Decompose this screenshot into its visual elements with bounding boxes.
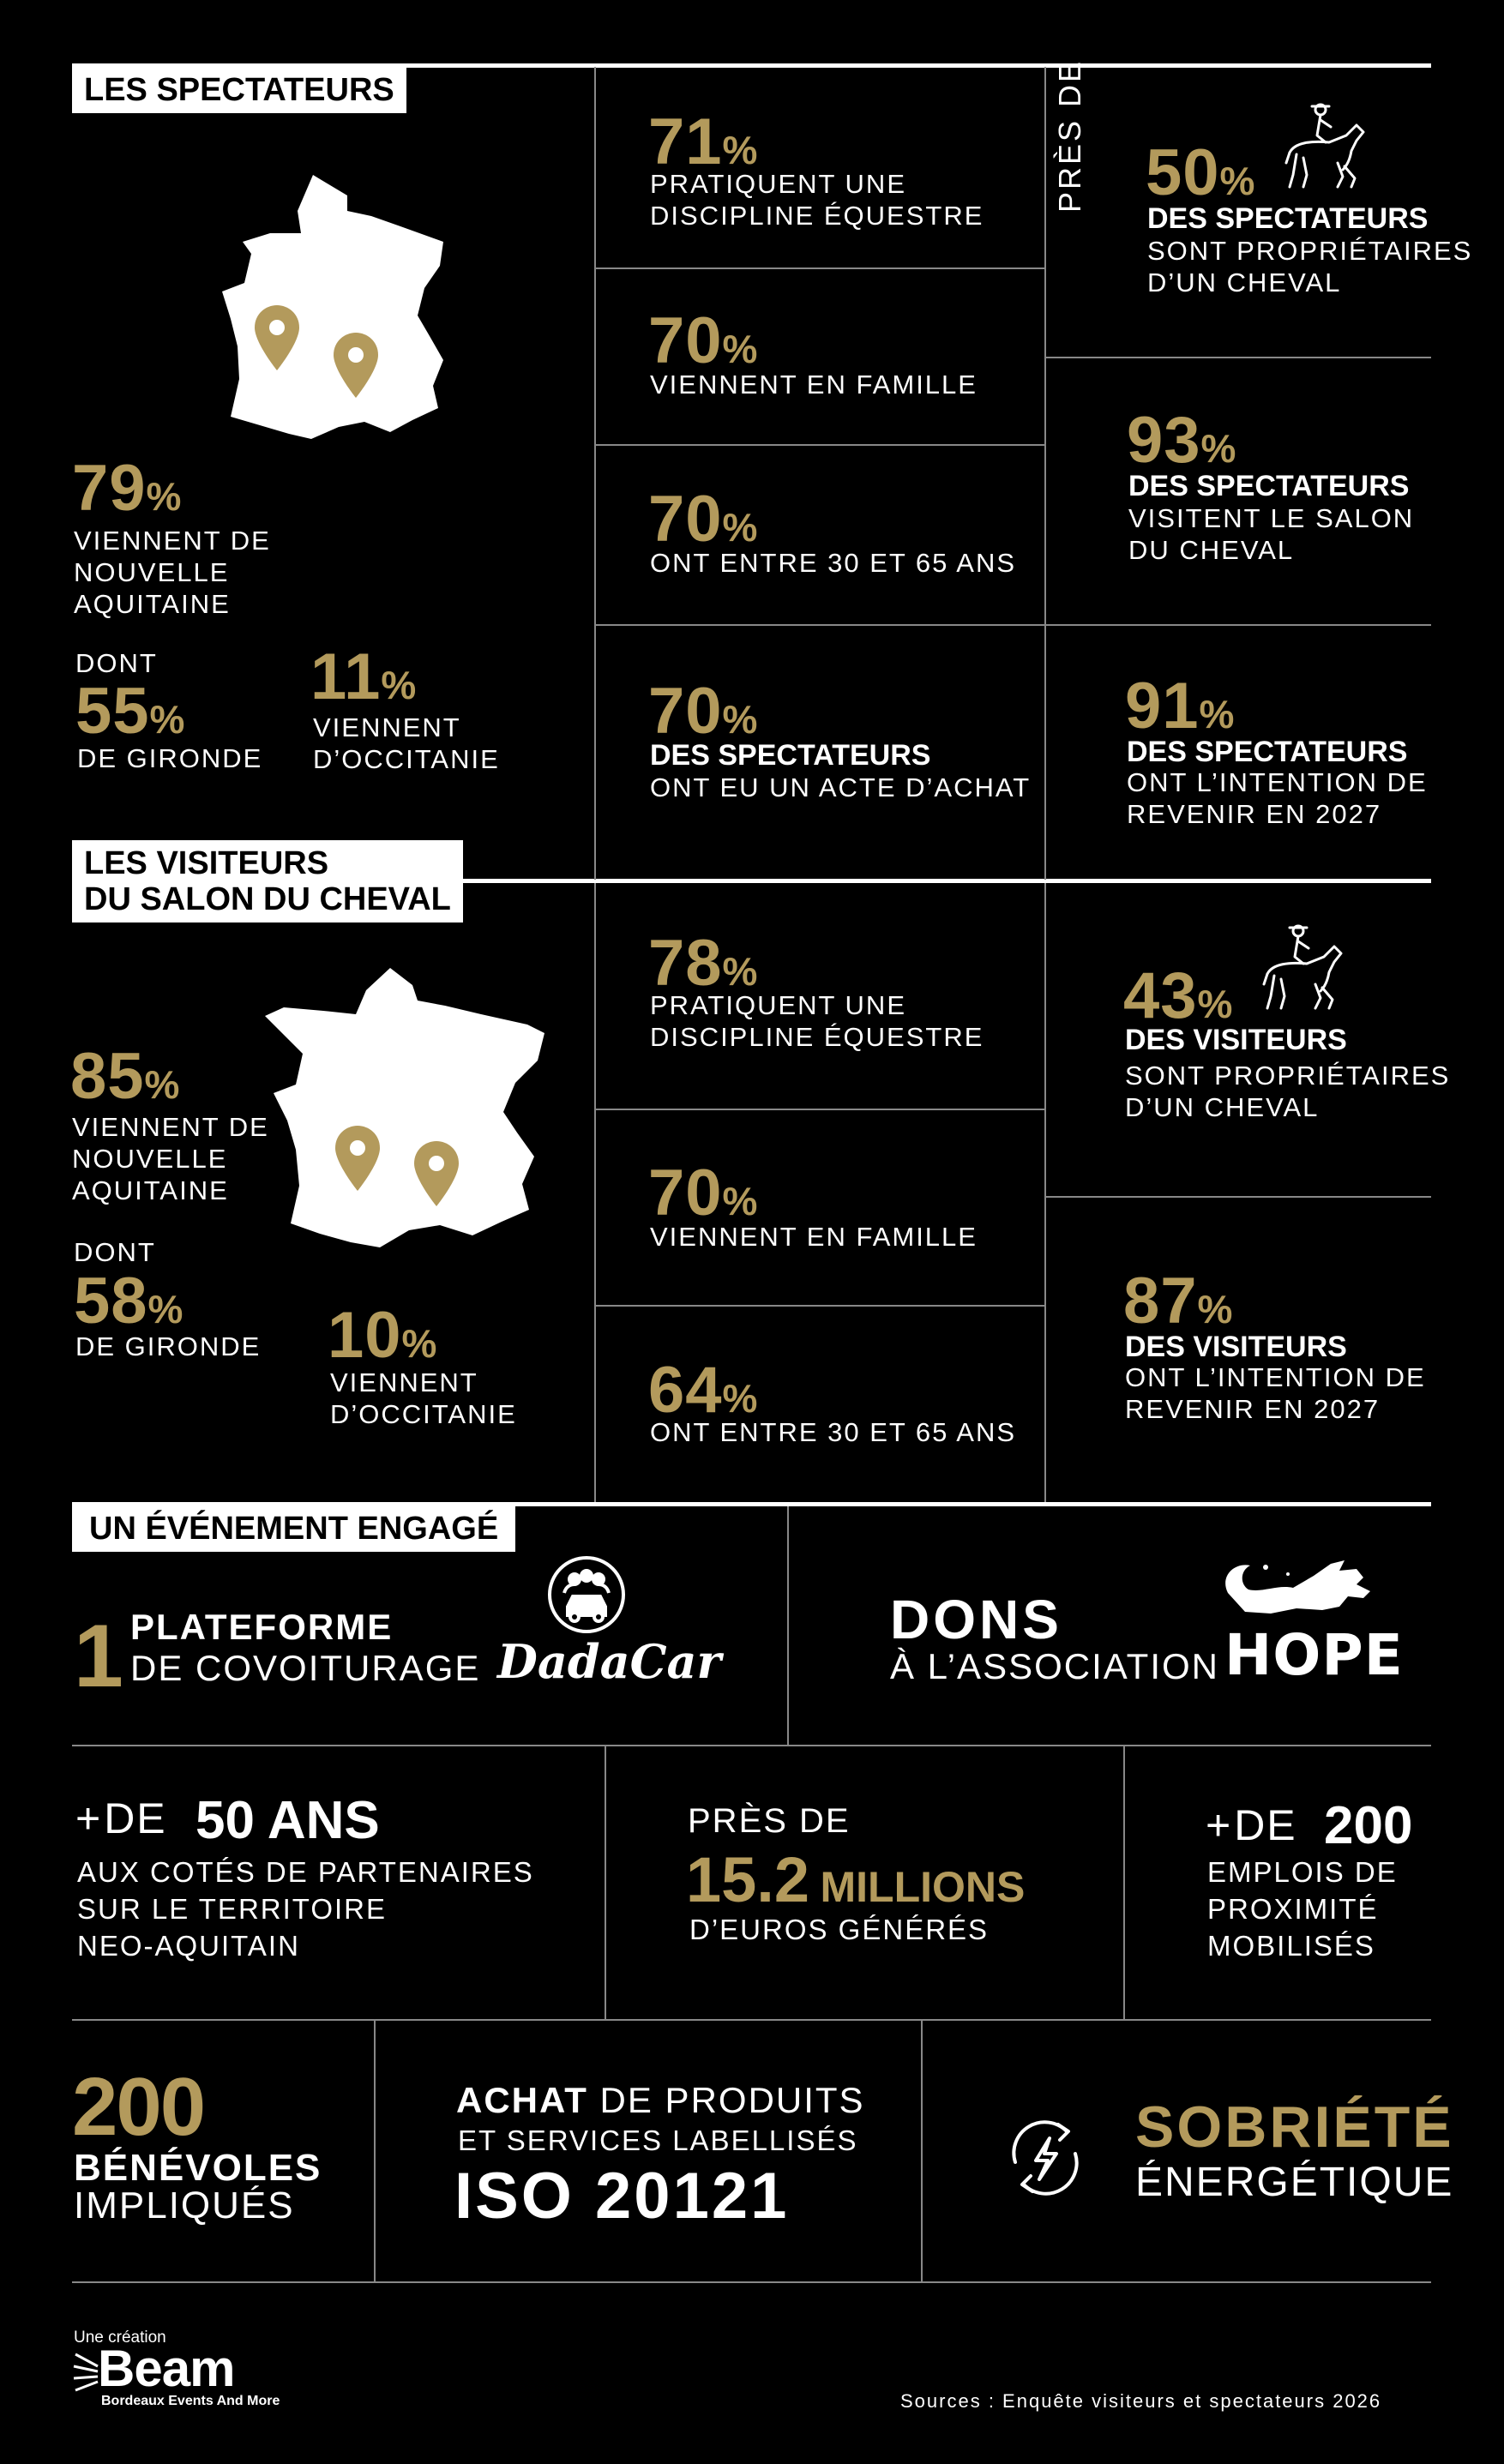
stat-label: VIENNENT D’OCCITANIE — [330, 1367, 517, 1429]
stat-label: ONT ENTRE 30 ET 65 ANS — [650, 1417, 1017, 1447]
stat-value: 78% — [648, 927, 759, 1000]
stat-value: 70% — [648, 1157, 759, 1229]
stat-bold: DES VISITEURS — [1125, 1024, 1347, 1056]
section-tag: LES SPECTATEURS — [72, 67, 406, 113]
stat-bold: DONS — [890, 1589, 1062, 1650]
stat-label: ÉNERGÉTIQUE — [1135, 2160, 1454, 2205]
divider — [1046, 624, 1431, 626]
divider — [787, 1506, 789, 1745]
stat-value: 79% — [72, 452, 183, 525]
dadacar-logo: DadaCar — [497, 1634, 721, 1689]
footer-creation: Une création — [74, 2329, 166, 2347]
stat-value: 91% — [1125, 670, 1236, 742]
divider — [72, 2019, 1431, 2021]
divider — [596, 624, 1044, 626]
stat-bold: BÉNÉVOLES — [74, 2147, 322, 2189]
divider — [1044, 883, 1046, 1502]
divider — [605, 1746, 606, 2019]
rotated-label: PRÈS DE — [1052, 58, 1087, 213]
stat-bold: ISO 20121 — [454, 2160, 790, 2233]
sources: Sources : Enquête visiteurs et spectateurs 2026 — [900, 2390, 1382, 2412]
divider — [594, 883, 596, 1502]
stat-value: 70% — [648, 675, 759, 748]
stat-label: DONT — [75, 648, 158, 678]
stat-label: PRATIQUENT UNE DISCIPLINE ÉQUESTRE — [650, 990, 984, 1052]
stat-value: 15.2 MILLIONS — [686, 1844, 1026, 1915]
stat-value: 55% — [75, 675, 186, 748]
stat-bold: 200 — [1324, 1796, 1413, 1855]
france-map-icon — [262, 965, 549, 1256]
section-tag: UN ÉVÉNEMENT ENGAGÉ — [72, 1505, 515, 1552]
stat-label: DONT — [74, 1237, 156, 1267]
beam-rays-icon — [72, 2349, 101, 2401]
stat-label: PRATIQUENT UNE DISCIPLINE ÉQUESTRE — [650, 169, 984, 231]
stat-value: 1 — [74, 1607, 123, 1706]
stat-label: DE GIRONDE — [77, 743, 263, 773]
stat-value: 43% — [1123, 959, 1234, 1032]
stat-label: SONT PROPRIÉTAIRES D’UN CHEVAL — [1125, 1061, 1451, 1122]
hope-logo: HOPE — [1224, 1622, 1404, 1688]
divider — [1044, 67, 1046, 880]
stat-value: 70% — [648, 304, 759, 377]
stat-label: D’EUROS GÉNÉRÉS — [689, 1914, 990, 1945]
divider — [1123, 1746, 1125, 2019]
stat-value: 87% — [1123, 1265, 1234, 1337]
divider — [374, 2021, 376, 2281]
stat-bold: DES SPECTATEURS — [1147, 202, 1429, 235]
beam-subtitle: Bordeaux Events And More — [101, 2394, 280, 2408]
stat-label: À L’ASSOCIATION — [890, 1646, 1219, 1686]
energy-cycle-icon — [998, 2111, 1092, 2205]
divider — [596, 444, 1044, 446]
stat-value: 71% — [648, 105, 759, 178]
stat-label: VIENNENT DE NOUVELLE AQUITAINE — [72, 1112, 269, 1205]
stat-value: 50% — [1146, 136, 1256, 209]
france-map-icon — [219, 171, 450, 459]
stat-bold: 50 ANS — [196, 1791, 380, 1850]
carpool-icon — [545, 1554, 628, 1636]
stat-prefix: PRÈS DE — [688, 1802, 851, 1840]
stat-value: 11% — [310, 640, 418, 713]
stat-bold: DES SPECTATEURS — [650, 739, 931, 772]
stat-value: 93% — [1127, 404, 1237, 477]
divider — [596, 1109, 1044, 1110]
divider — [596, 267, 1044, 269]
stat-label: VIENNENT EN FAMILLE — [650, 1222, 978, 1252]
divider — [72, 1745, 1431, 1746]
divider — [1046, 1196, 1431, 1198]
stat-label: VIENNENT EN FAMILLE — [650, 370, 978, 400]
divider — [72, 2281, 1431, 2283]
stat-label: IMPLIQUÉS — [74, 2185, 295, 2227]
stat-label: ONT EU UN ACTE D’ACHAT — [650, 772, 1032, 802]
stat-value: 58% — [74, 1265, 184, 1337]
stat-prefix: +DE — [75, 1794, 167, 1842]
stat-label: ONT L’INTENTION DE REVENIR EN 2027 — [1127, 767, 1428, 829]
stat-bold: DES SPECTATEURS — [1127, 736, 1408, 768]
divider — [594, 67, 596, 880]
stat-bold: DES SPECTATEURS — [1128, 470, 1410, 502]
stat-label: SONT PROPRIÉTAIRES D’UN CHEVAL — [1147, 236, 1473, 297]
section-tag: LES VISITEURS DU SALON DU CHEVAL — [72, 840, 463, 922]
stat-label: VIENNENT D’OCCITANIE — [313, 712, 500, 774]
beam-logo: Beam — [98, 2340, 235, 2397]
divider — [596, 1305, 1044, 1307]
stat-value: 85% — [70, 1040, 181, 1113]
stat-bold: SOBRIÉTÉ — [1135, 2094, 1454, 2160]
stat-prefix: +DE — [1206, 1801, 1297, 1849]
horse-rider-icon — [1278, 101, 1372, 195]
stat-label: ONT ENTRE 30 ET 65 ANS — [650, 548, 1017, 578]
stat-label: VIENNENT DE NOUVELLE AQUITAINE — [74, 526, 271, 619]
stat-label: ACHAT DE PRODUITS — [456, 2080, 865, 2120]
divider — [921, 2021, 923, 2281]
stat-label: DE GIRONDE — [75, 1331, 262, 1361]
stat-value: 64% — [648, 1354, 759, 1427]
stat-bold: PLATEFORME — [130, 1607, 394, 1647]
stat-value: 10% — [328, 1299, 438, 1372]
stat-label: DE COVOITURAGE — [130, 1648, 481, 1688]
stat-label: VISITENT LE SALON DU CHEVAL — [1128, 503, 1415, 565]
stat-bold: DES VISITEURS — [1125, 1331, 1347, 1363]
stat-label: AUX COTÉS DE PARTENAIRES SUR LE TERRITOIRE NEO-AQUITAIN — [77, 1856, 534, 1962]
stat-label: EMPLOIS DE PROXIMITÉ MOBILISÉS — [1207, 1856, 1398, 1962]
stat-value: 70% — [648, 483, 759, 556]
horse-rider-icon — [1255, 922, 1350, 1017]
stat-value: 200 — [72, 2061, 205, 2153]
stat-label: ONT L’INTENTION DE REVENIR EN 2027 — [1125, 1362, 1426, 1424]
divider — [1046, 357, 1431, 358]
stat-label: ET SERVICES LABELLISÉS — [458, 2124, 858, 2156]
